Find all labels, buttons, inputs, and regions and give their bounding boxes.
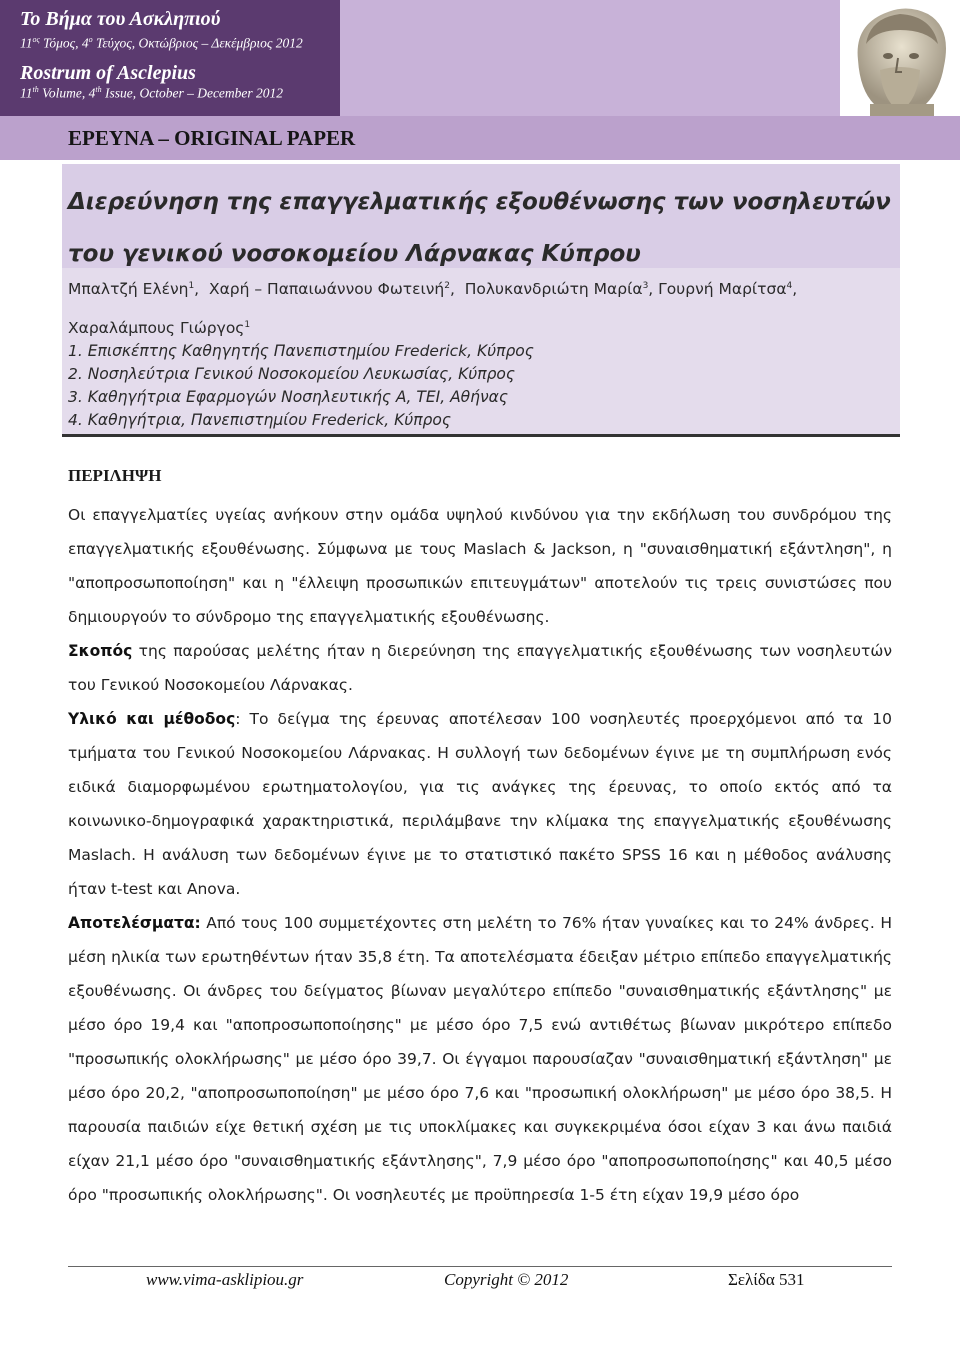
footer-divider <box>68 1266 892 1267</box>
author: Χαρή – Παπαιωάννου Φωτεινή <box>208 280 445 299</box>
journal-title-greek: Το Βήμα του Ασκληπιού <box>20 8 221 30</box>
asclepius-bust-image <box>840 0 960 116</box>
journal-title-english: Rostrum of Asclepius <box>20 62 196 84</box>
header-color-band <box>340 0 840 116</box>
footer-page-number: Σελίδα 531 <box>728 1270 805 1289</box>
journal-header <box>0 0 960 116</box>
author: Μπαλτζή Ελένη <box>68 280 189 299</box>
section-band <box>0 116 960 160</box>
affiliation: 3. Καθηγήτρια Εφαρμογών Νοσηλευτικής Α, ΤΕΙ, Αθήνας <box>68 388 508 406</box>
affiliation-list <box>68 340 898 432</box>
footer-copyright: Copyright © 2012 <box>444 1270 569 1289</box>
affiliation: 4. Καθηγήτρια, Πανεπιστημίου Frederick, Κύπρος <box>68 411 451 429</box>
abstract-results: Αποτελέσματα: Από τους 100 συμμετέχοντες στη μελέτη το 76% ήταν γυναίκες και το 24% άνδρες. Η μέση ηλικία των ερωτηθέντων ήταν 35,8 έτη. Τα αποτελέσματα έδειξαν μέτριο επίπεδο επαγγελματικής εξουθένωσης. Οι άνδρες του δείγματος βίωναν μεγαλύτερο επίπεδο "συναισθηματικής εξάντλησης" με μέσο όρο 19,4 και "αποπροσωποποίησης" με μέσο όρο 7,5 ενώ αντιθέτως βίωναν μικρότερο επίπεδο "προσωπικής ολοκλήρωσης" με μέσο όρο 39,7. Οι έγγαμοι παρουσίαζαν "συναισθηματική εξάντληση" με μέσο όρο 20,2, "αποπροσωποποίηση" με μέσο όρο 7,6 και "προσωπική ολοκλήρωση" με μέσο όρο 38,5. Η παρουσία παιδιών είχε θετική σχέση με τις υποκλίμακες και συγκεκριμένα όσοι είχαν 3 και άνω παιδιά είχαν 21,1 μέσο όρο "συναισθηματικής εξάντλησης", 7,9 μέσο όρο "αποπροσωποποίησης" και 40,5 μέσο όρο "προσωπικής ολοκλήρωσης". Οι νοσηλευτές με προϋπηρεσία 1-5 έτη είχαν 19,9 μέσο όρο <box>68 914 892 1204</box>
author-list: Μπαλτζή Ελένη$^1$, Χαρή – Παπαιωάννου Φωτεινή$^2$, Πολυκανδριώτη Μαρία$^3$, Γουρνή Μαρίτσα$^4$, Χαραλάμπους Γιώργος$^1$ <box>68 280 798 338</box>
abstract-section <box>68 466 892 1212</box>
article-title: Διερεύνηση της επαγγελματικής εξουθένωσης των νοσηλευτών του γενικού νοσοκομείου Λάρνακας Κύπρου <box>68 189 891 267</box>
article-title-block <box>62 164 900 437</box>
abstract-intro: Οι επαγγελματίες υγείας ανήκουν στην ομάδα υψηλού κινδύνου για την εκδήλωση του συνδρόμου της επαγγελματικής εξουθένωσης. Σύμφωνα με τους Maslach & Jackson, η "συναισθηματική εξάντληση", η "αποπροσωποποίηση" και η "έλλειψη προσωπικών επιτευγμάτων" αποτελούν τις τρεις συνιστώσες που δημιουργούν το σύνδρομο της επαγγελματικής εξουθένωσης. <box>68 506 892 626</box>
issue-info-english: 11th Volume, 4th Issue, October – December 2012 <box>20 85 284 101</box>
affiliation: 2. Νοσηλεύτρια Γενικού Νοσοκομείου Λευκωσίας, Κύπρος <box>68 365 516 383</box>
footer-website: www.vima-asklipiou.gr <box>146 1270 304 1289</box>
section-label: ΕΡΕΥΝΑ – ORIGINAL PAPER <box>68 126 356 150</box>
author: Γουρνή Μαρίτσα <box>658 280 787 299</box>
author: Χαραλάμπους Γιώργος <box>68 319 245 338</box>
affiliation: 1. Επισκέπτης Καθηγητής Πανεπιστημίου Frederick, Κύπρος <box>68 342 534 360</box>
author: Πολυκανδριώτη Μαρία <box>464 280 643 299</box>
issue-info-greek: $11^{o\varsigma}$ Τόμος, $4^o$ Τεύχος, Οκτώβριος – Δεκέμβριος 2012 <box>20 35 303 51</box>
abstract-methods: Υλικό και μέθοδος: Το δείγμα της έρευνας αποτέλεσαν 100 νοσηλευτές προερχόμενοι από τα 10 τμήματα του Γενικού Νοσοκομείου Λάρνακας. Η συλλογή των δεδομένων έγινε με τη συμπλήρωση ενός ειδικά διαμορφωμένου ερωτηματολογίου, για τις ανάγκες της έρευνας, το οποίο εκτός από τα κοινωνικο-δημογραφικά χαρακτηριστικά, περιλάμβανε την κλίμακα της επαγγελματικής εξουθένωσης Maslach. Η ανάλυση των δεδομένων έγινε με το στατιστικό πακέτο SPSS 16 και η μέθοδος ανάλυσης ήταν t-test και Anova. <box>68 710 892 898</box>
abstract-aim: Σκοπός της παρούσας μελέτης ήταν η διερεύνηση της επαγγελματικής εξουθένωσης των νοσηλευτών του Γενικού Νοσοκομείου Λάρνακας. <box>68 642 892 694</box>
journal-masthead <box>0 0 340 116</box>
abstract-heading: ΠΕΡΙΛΗΨΗ <box>68 466 162 485</box>
